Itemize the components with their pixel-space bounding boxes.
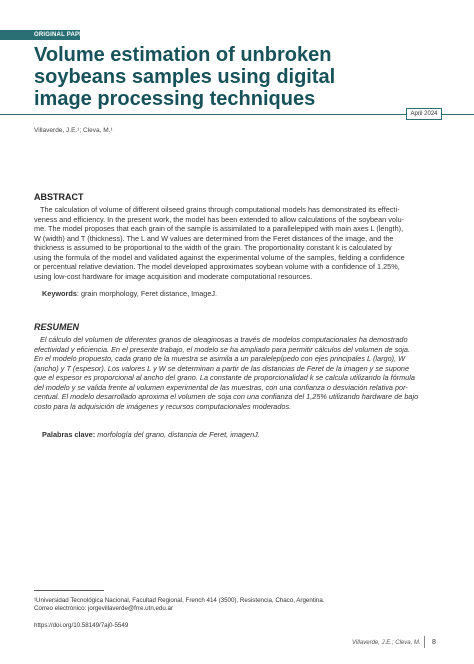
abstract-line: me. The model proposes that each grain of the sample is assimilated to a parallelepiped with main axes L (length), (34, 224, 404, 233)
resumen-heading: RESUMEN (34, 322, 80, 332)
page-number: 8 (432, 639, 436, 646)
authors-line: Villaverde, J.E.¹; Cleva, M.¹ (34, 127, 113, 134)
resumen-line: (ancho) y T (espesor). Los valores L y W se determinan a partir de las distancias de Feret de la imagen y se supone (34, 363, 410, 373)
resumen-line: costo para la adquisición de imágenes y recursos computacionales moderados. (34, 401, 292, 411)
abstract-line: veness and efficiency. In the present work, the model has been extended to allow calculations of the soybean volu- (34, 214, 405, 224)
abstract-line: using the formula of the model and validated against the experimental volume of the samples, fielding a confidence (34, 252, 405, 262)
abstract-text (34, 205, 440, 281)
article-type-tag: ORIGINAL PAPER (0, 30, 80, 40)
resumen-line: del modelo y se valida frente al volumen experimental de las muestras, con una confianza o desviación relativa por- (34, 382, 408, 392)
resumen-line: centual. El modelo desarrollado aproxima el volumen de soja con una confianza del 1,25% utilizando hardware de bajo (34, 392, 419, 401)
footer-author: Villaverde, J.E.; Cleva, M. (352, 640, 421, 646)
paper-title (34, 44, 394, 110)
resumen-text (34, 335, 440, 411)
title-line-1: Volume estimation of unbroken (34, 44, 332, 66)
abstract-line: W (width) and T (thickness). The L and W values are determined from the Feret distances of the image, and the (34, 233, 394, 243)
doi-link[interactable]: https://doi.org/10.58149/7aj0-5549 (34, 622, 129, 629)
abstract-line: The calculation of volume of different oilseed grains through computational models has demonstrated its effecti- (40, 205, 400, 214)
date-badge: April 2024 (406, 108, 442, 120)
palabras-clave-label: Palabras clave: (42, 430, 96, 439)
resumen-line: efectividad y eficiencia. En el presente trabajo, el modelo se ha ampliado para permitir cálculos del volumen de soja. (34, 344, 410, 354)
keywords-value: grain morphology, Feret distance, ImageJ. (80, 289, 218, 298)
abstract-line: using low-cost hardware for image acquisition and moderate computational resources. (34, 271, 313, 281)
resumen-line: El cálculo del volumen de diferentes granos de oleaginosas a través de modelos computacionales ha demostrado (40, 335, 408, 344)
affiliation-footnote: ¹Universidad Tecnológica Nacional, Facultad Regional, French 414 (3500), Resistencia, Chaco, Argentina. (34, 597, 325, 604)
title-line-2: soybeans samples using digital (34, 66, 336, 88)
footnote-rule (34, 590, 104, 591)
palabras-clave-value: morfología del grano, distancia de Feret, imagenJ. (97, 430, 260, 439)
keywords-line: Keywords: grain morphology, Feret distance, ImageJ. (42, 289, 218, 298)
palabras-clave-line (42, 430, 260, 439)
email-footnote[interactable]: Correo electrónico: jorgevillaverde@frre.utn.edu.ar (34, 605, 174, 612)
abstract-heading: ABSTRACT (34, 192, 84, 202)
title-line-3: image processing techniques (34, 88, 316, 110)
footer-separator (424, 636, 425, 648)
keywords-label: Keywords (42, 289, 77, 298)
resumen-line: En el modelo propuesto, cada grano de la muestra se asimila a un paralelepípedo con ejes principales L (largo), W (34, 354, 406, 363)
header-rule (0, 114, 474, 115)
abstract-line: or percentual relative deviation. The model developed approximates soybean volume with a confidence of 1.25%, (34, 262, 400, 271)
abstract-line: thickness is assumed to be proportional to the width of the grain. The proportionality constant k is calculated by (34, 243, 392, 252)
resumen-line: que el espesor es proporcional al ancho del grano. La constante de proporcionalidad k se calcula utilizando la fórmula (34, 373, 415, 382)
